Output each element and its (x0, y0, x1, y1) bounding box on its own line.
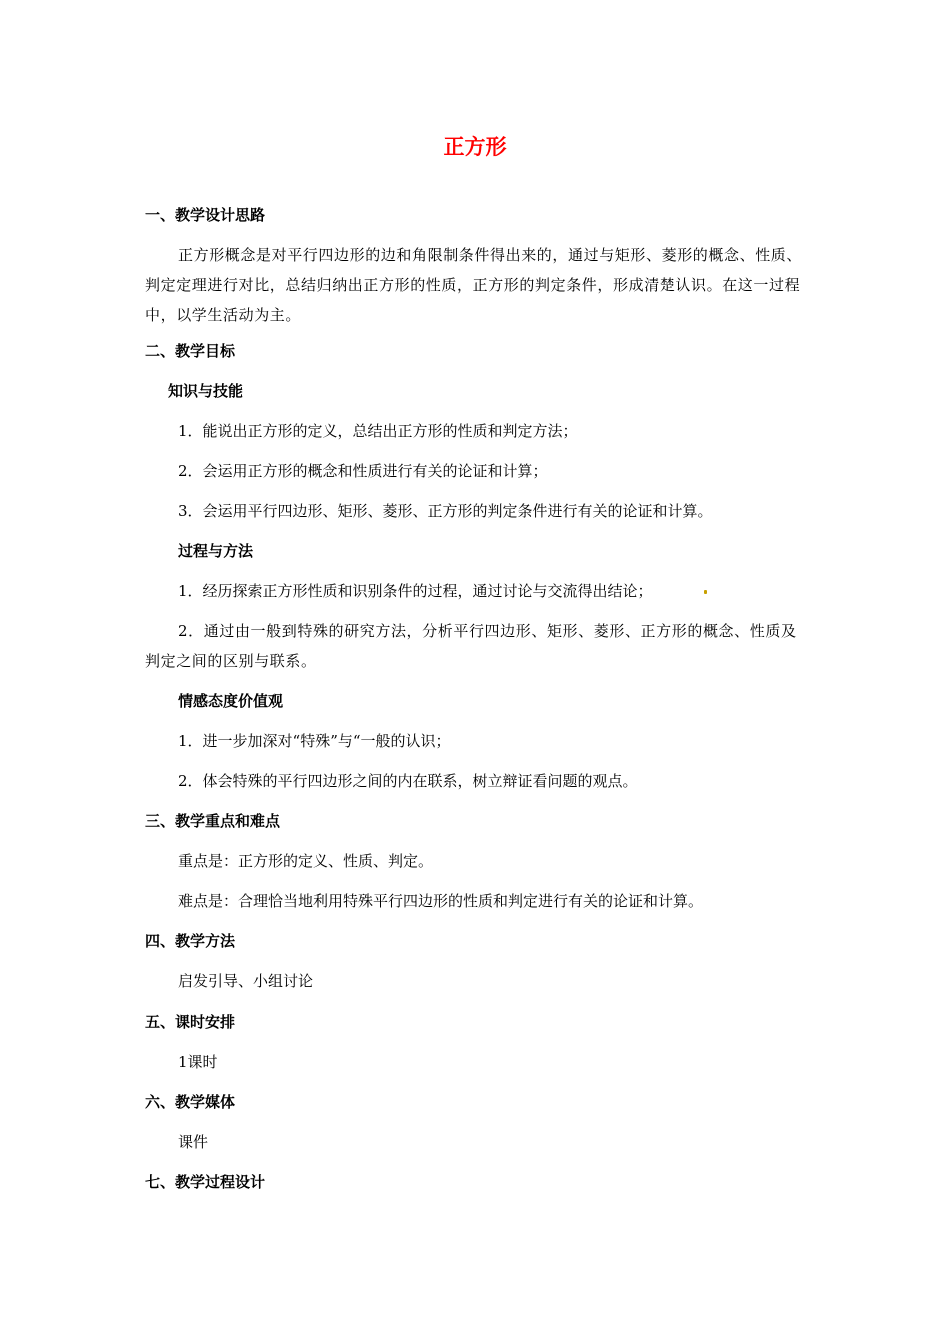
knowledge-item: 2．会运用正方形的概念和性质进行有关的论证和计算； (178, 462, 548, 480)
attitude-item: 1．进一步加深对“特殊”与“一般的认识； (178, 732, 451, 750)
section-heading-design-approach: 一、教学设计思路 (145, 206, 266, 224)
section-heading-objectives: 二、教学目标 (145, 342, 236, 360)
subheading-knowledge-skills: 知识与技能 (168, 382, 244, 400)
attitude-item: 2．体会特殊的平行四边形之间的内在联系，树立辩证看问题的观点。 (178, 772, 638, 790)
schedule-text: 1课时 (178, 1053, 218, 1071)
section-heading-media: 六、教学媒体 (145, 1093, 236, 1111)
design-approach-paragraph: 正方形概念是对平行四边形的边和角限制条件得出来的，通过与矩形、菱形的概念、性质、判定定理进行对比，总结归纳出正方形的性质，正方形的判定条件，形成清楚认识。在这一过程中，以学生活动为主。 (145, 246, 803, 324)
subheading-attitude-values: 情感态度价值观 (178, 692, 284, 710)
stray-mark (704, 590, 707, 594)
subheading-process-method: 过程与方法 (178, 542, 254, 560)
section-heading-key-difficult: 三、教学重点和难点 (145, 812, 281, 830)
media-text: 课件 (178, 1133, 209, 1151)
section-heading-methods: 四、教学方法 (145, 932, 236, 950)
section-heading-process-design: 七、教学过程设计 (145, 1173, 266, 1191)
knowledge-item: 3．会运用平行四边形、矩形、菱形、正方形的判定条件进行有关的论证和计算。 (178, 502, 713, 520)
key-point-text: 重点是：正方形的定义、性质、判定。 (178, 852, 434, 870)
section-heading-schedule: 五、课时安排 (145, 1013, 236, 1031)
document-title: 正方形 (443, 135, 507, 159)
methods-text: 启发引导、小组讨论 (178, 972, 314, 990)
process-item: 1．经历探索正方形性质和识别条件的过程，通过讨论与交流得出结论； (178, 582, 653, 600)
knowledge-item: 1．能说出正方形的定义，总结出正方形的性质和判定方法； (178, 422, 578, 440)
difficult-point-text: 难点是：合理恰当地利用特殊平行四边形的性质和判定进行有关的论证和计算。 (178, 892, 704, 910)
process-item: 2．通过由一般到特殊的研究方法，分析平行四边形、矩形、菱形、正方形的概念、性质及判定之间的区别与联系。 (145, 622, 797, 670)
